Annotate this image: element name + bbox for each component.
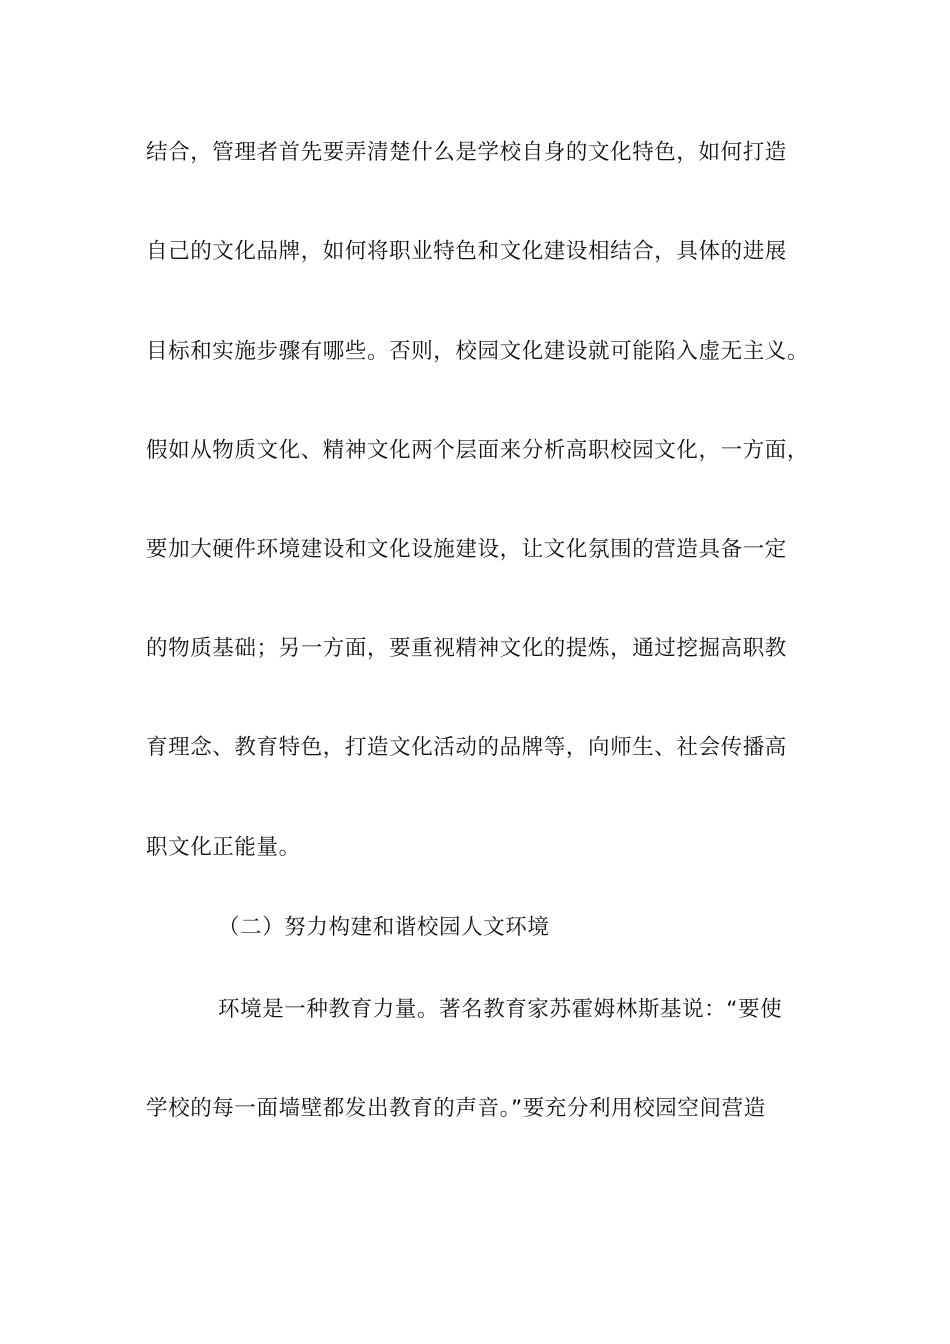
- paragraph-line: 环境是一种教育力量。著名教育家苏霍姆林斯基说：“要使: [218, 997, 783, 1022]
- paragraph-line: 的物质基础；另一方面，要重视精神文化的提炼，通过挖掘高职教: [146, 636, 787, 661]
- section-heading: （二）努力构建和谐校园人文环境: [218, 915, 550, 940]
- paragraph-line: 育理念、教育特色，打造文化活动的品牌等，向师生、社会传播高: [146, 735, 787, 760]
- paragraph-line: 职文化正能量。: [146, 835, 301, 860]
- paragraph-line: 目标和实施步骤有哪些。否则，校园文化建设就可能陷入虚无主义。: [146, 339, 810, 364]
- paragraph-line: 假如从物质文化、精神文化两个层面来分析高职校园文化，一方面，: [146, 438, 810, 463]
- paragraph-line: 自己的文化品牌，如何将职业特色和文化建设相结合，具体的进展: [146, 239, 787, 264]
- paragraph-line: 学校的每一面墙壁都发出教育的声音。”要充分利用校园空间营造: [146, 1096, 766, 1121]
- paragraph-line: 结合，管理者首先要弄清楚什么是学校自身的文化特色，如何打造: [146, 140, 787, 165]
- paragraph-line: 要加大硬件环境建设和文化设施建设，让文化氛围的营造具备一定: [146, 537, 787, 562]
